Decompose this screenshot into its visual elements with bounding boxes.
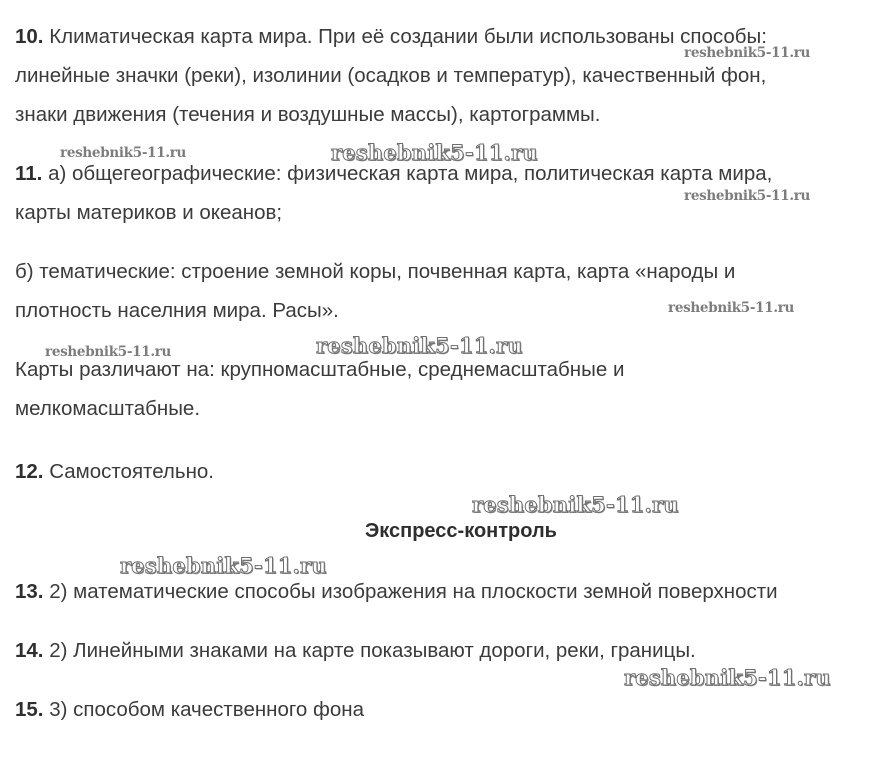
item-text: Самостоятельно. [49,460,214,483]
item-text: плотность населния мира. Расы». [15,299,339,322]
item-text: б) тематические: строение земной коры, почвенная карта, карта «народы и [15,260,736,283]
item-text: мелкомасштабные. [15,397,201,420]
watermark: reshebnik5-11.ru [684,188,811,204]
item-15-line-1 [15,698,364,722]
item-11-line-2 [15,201,282,225]
watermark: reshebnik5-11.ru [45,344,172,360]
scale-line-1 [15,358,624,382]
item-text: линейные значки (реки), изолинии (осадков и температур), качественный фон, [15,64,767,87]
item-11b-line-1 [15,260,735,284]
watermark: reshebnik5-11.ru [316,333,523,358]
item-text: 2) математические способы изображения на плоскости земной поверхности [49,580,778,603]
item-10-line-2 [15,64,766,88]
item-text: Карты различают на: крупномасштабные, среднемасштабные и [15,358,625,381]
item-number: 10. [15,25,44,48]
item-number: 14. [15,639,44,662]
watermark: reshebnik5-11.ru [331,140,538,165]
watermark: reshebnik5-11.ru [684,45,811,61]
item-text: а) общегеографические: физическая карта мира, политическая карта мира, [48,162,773,185]
item-number: 12. [15,460,44,483]
item-11-line-1 [15,162,772,186]
item-number: 13. [15,580,44,603]
watermark: reshebnik5-11.ru [624,665,831,690]
item-13-line-1 [15,580,778,604]
item-11b-line-2 [15,299,339,323]
watermark: reshebnik5-11.ru [60,145,187,161]
item-text: 2) Линейными знаками на карте показывают дороги, реки, границы. [49,639,696,662]
scale-line-2 [15,397,200,421]
section-heading: Экспресс-контроль [365,520,557,542]
item-text: 3) способом качественного фона [49,698,365,721]
watermark: reshebnik5-11.ru [120,553,327,578]
item-text: карты материков и океанов; [15,201,283,224]
item-12-line-1 [15,460,214,484]
item-14-line-1 [15,639,696,663]
item-text: знаки движения (течения и воздушные массы), картограммы. [15,103,601,126]
item-10-line-1 [15,25,767,49]
item-number: 11. [15,162,43,185]
watermark: reshebnik5-11.ru [472,492,679,517]
watermark: reshebnik5-11.ru [668,300,795,316]
item-number: 15. [15,698,44,721]
item-text: Климатическая карта мира. При её создании были использованы способы: [49,25,767,48]
item-10-line-3 [15,103,601,127]
